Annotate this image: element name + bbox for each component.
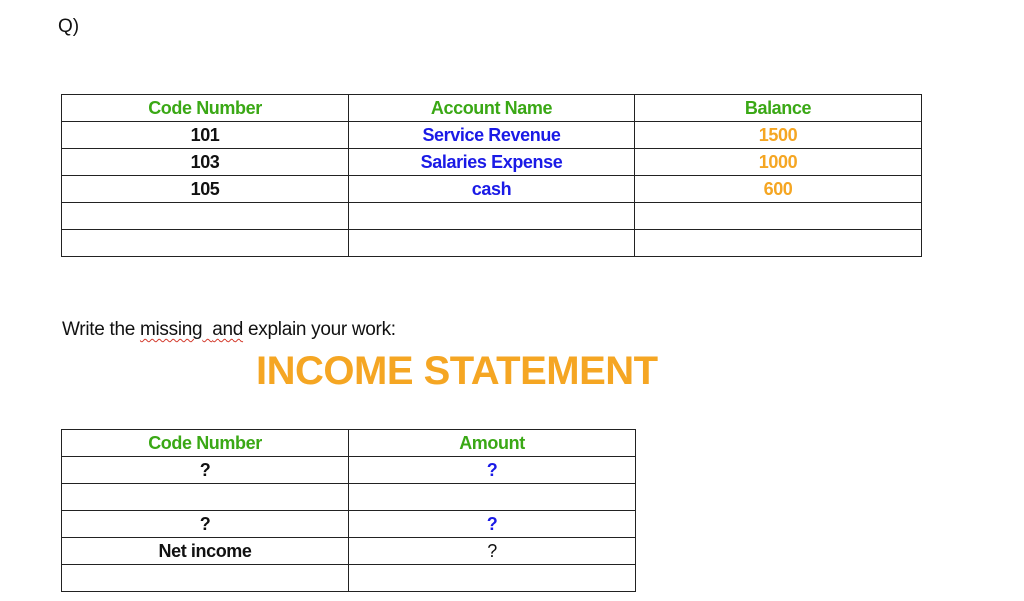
code-cell: ? <box>62 511 349 538</box>
balance-cell: 600 <box>635 176 922 203</box>
code-cell <box>62 565 349 592</box>
table-row <box>62 484 636 511</box>
balance-cell <box>635 203 922 230</box>
table-row <box>62 511 636 538</box>
header-code-number: Code Number <box>62 95 349 122</box>
account-name-cell: Salaries Expense <box>349 149 635 176</box>
table-row <box>62 457 636 484</box>
balance-cell: 1000 <box>635 149 922 176</box>
balance-cell <box>635 230 922 257</box>
amount-cell <box>349 484 636 511</box>
code-cell: 103 <box>62 149 349 176</box>
instruction-text <box>62 318 396 342</box>
account-name-cell <box>349 203 635 230</box>
header-account-name: Account Name <box>349 95 635 122</box>
account-name-cell <box>349 230 635 257</box>
amount-cell <box>349 565 636 592</box>
table-row <box>62 538 636 565</box>
code-cell: Net income <box>62 538 349 565</box>
header-code-number: Code Number <box>62 430 349 457</box>
account-name-cell: cash <box>349 176 635 203</box>
code-cell <box>62 203 349 230</box>
code-cell <box>62 230 349 257</box>
header-amount: Amount <box>349 430 636 457</box>
code-cell <box>62 484 349 511</box>
code-cell: ? <box>62 457 349 484</box>
instruction-gap <box>202 319 212 340</box>
amount-cell: ? <box>349 538 636 565</box>
income-statement-table <box>61 429 636 592</box>
table-row <box>62 176 922 203</box>
header-balance: Balance <box>635 95 922 122</box>
account-name-cell: Service Revenue <box>349 122 635 149</box>
accounts-header-row <box>62 95 922 122</box>
instruction-pre: Write the <box>62 319 140 340</box>
question-label: Q) <box>58 16 80 37</box>
income-statement-title: INCOME STATEMENT <box>256 349 658 393</box>
balance-cell: 1500 <box>635 122 922 149</box>
table-row <box>62 203 922 230</box>
instruction-word-missing: missing <box>139 319 203 340</box>
table-row <box>62 122 922 149</box>
table-row <box>62 565 636 592</box>
amount-cell: ? <box>349 457 636 484</box>
table-row <box>62 149 922 176</box>
instruction-post: explain your work: <box>243 319 396 340</box>
code-cell: 101 <box>62 122 349 149</box>
table-row <box>62 230 922 257</box>
amount-cell: ? <box>349 511 636 538</box>
instruction-word-and: and <box>212 319 244 340</box>
code-cell: 105 <box>62 176 349 203</box>
income-header-row <box>62 430 636 457</box>
accounts-table <box>61 94 922 257</box>
